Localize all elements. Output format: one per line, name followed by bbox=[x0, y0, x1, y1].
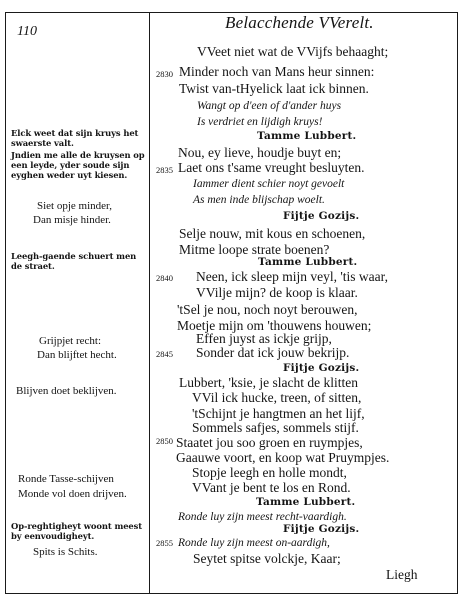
verse-line: Mitme loope strate boenen? bbox=[179, 242, 330, 257]
verse-line: Staatet jou soo groen en ruympjes, bbox=[176, 435, 363, 450]
verse-line: VVilje mijn? de koop is klaar. bbox=[196, 285, 358, 300]
verse-line: Gaauwe voort, en koop wat Pruympjes. bbox=[176, 450, 390, 465]
verse-line: As men inde blijschap woelt. bbox=[193, 194, 325, 206]
verse-line: Ronde luy zijn meest recht-vaardigh. bbox=[178, 511, 347, 523]
margin-divider bbox=[149, 12, 150, 594]
margin-note: Op-reghtigheyt woont meest by eenvoudigheyt. bbox=[11, 521, 143, 541]
verse-line: Twist van-tHyelick laat ick binnen. bbox=[179, 81, 369, 96]
verse-line: Neen, ick sleep mijn veyl, 'tis waar, bbox=[196, 269, 388, 284]
speaker-heading: Fijtje Gozijs. bbox=[283, 210, 360, 222]
margin-note: Dan misje hinder. bbox=[33, 214, 111, 226]
verse-line: Selje nouw, mit kous en schoenen, bbox=[179, 226, 366, 241]
verse-line: VVil ick hucke, treen, of sitten, bbox=[192, 390, 362, 405]
verse-line: Iammer dient schier noyt gevoelt bbox=[193, 178, 345, 190]
running-head: Belacchende VVerelt. bbox=[225, 13, 374, 32]
speaker-heading: Tamme Lubbert. bbox=[257, 130, 357, 142]
margin-note: Spits is Schits. bbox=[33, 546, 98, 558]
margin-note: Dan blijftet hecht. bbox=[37, 349, 117, 361]
verse-line: Moetje mijn om 'thouwens houwen; bbox=[177, 318, 372, 333]
verse-line: Sommels safjes, sommels stijf. bbox=[192, 420, 359, 435]
margin-note: Monde vol doen drijven. bbox=[18, 488, 127, 500]
margin-note: Blijven doet beklijven. bbox=[16, 385, 117, 397]
verse-line: Wangt op d'een of d'ander huys bbox=[197, 100, 342, 112]
catchword: Liegh bbox=[386, 567, 418, 582]
verse-line: VVant je bent te los en Rond. bbox=[192, 480, 351, 495]
verse-line: VVeet niet wat de VVijfs behaaght; bbox=[197, 44, 389, 59]
verse-line: Laet ons t'same vreught besluyten. bbox=[178, 160, 365, 175]
page-number: 110 bbox=[17, 24, 37, 39]
verse-line: Seytet spitse volckje, Kaar; bbox=[193, 551, 341, 566]
line-number: 2855 bbox=[156, 538, 173, 548]
verse-line: Stopje leegh en holle mondt, bbox=[192, 465, 347, 480]
verse-line: Is verdriet en lijdigh kruys! bbox=[197, 116, 323, 128]
margin-note: Ronde Tasse-schijven bbox=[18, 473, 114, 485]
speaker-heading: Fijtje Gozijs. bbox=[283, 362, 360, 374]
verse-line: 'tSel je nou, noch noyt berouwen, bbox=[177, 302, 358, 317]
verse-line: Effen juyst as ickje grijp, bbox=[196, 331, 332, 346]
margin-note: Jndien me alle de kruysen op een leyde, yder soude sijn eyghen weder uyt kiesen. bbox=[11, 150, 145, 180]
verse-line: Lubbert, 'ksie, je slacht de klitten bbox=[179, 375, 359, 390]
verse-line: Minder noch van Mans heur sinnen: bbox=[179, 64, 375, 79]
line-number: 2840 bbox=[156, 273, 173, 283]
margin-note: Elck weet dat sijn kruys het swaerste valt. bbox=[11, 128, 139, 148]
margin-note: Leegh-gaende schuert men de straet. bbox=[11, 251, 137, 271]
line-number: 2830 bbox=[156, 69, 173, 79]
verse-line: Sonder dat ick jouw bekrijp. bbox=[196, 345, 350, 360]
speaker-heading: Tamme Lubbert. bbox=[258, 256, 358, 268]
margin-note: Grijpjet recht: bbox=[39, 335, 102, 347]
verse-line: Ronde luy zijn meest on-aardigh, bbox=[178, 537, 330, 549]
verse-line: 'tSchijnt je hangtmen an het lijf, bbox=[192, 406, 365, 421]
speaker-heading: Tamme Lubbert. bbox=[256, 496, 356, 508]
margin-note: Siet opje minder, bbox=[37, 200, 113, 212]
verse-line: Nou, ey lieve, houdje buyt en; bbox=[178, 145, 342, 160]
line-number: 2850 bbox=[156, 436, 173, 446]
line-number: 2835 bbox=[156, 165, 173, 175]
line-number: 2845 bbox=[156, 349, 173, 359]
speaker-heading: Fijtje Gozijs. bbox=[283, 523, 360, 535]
